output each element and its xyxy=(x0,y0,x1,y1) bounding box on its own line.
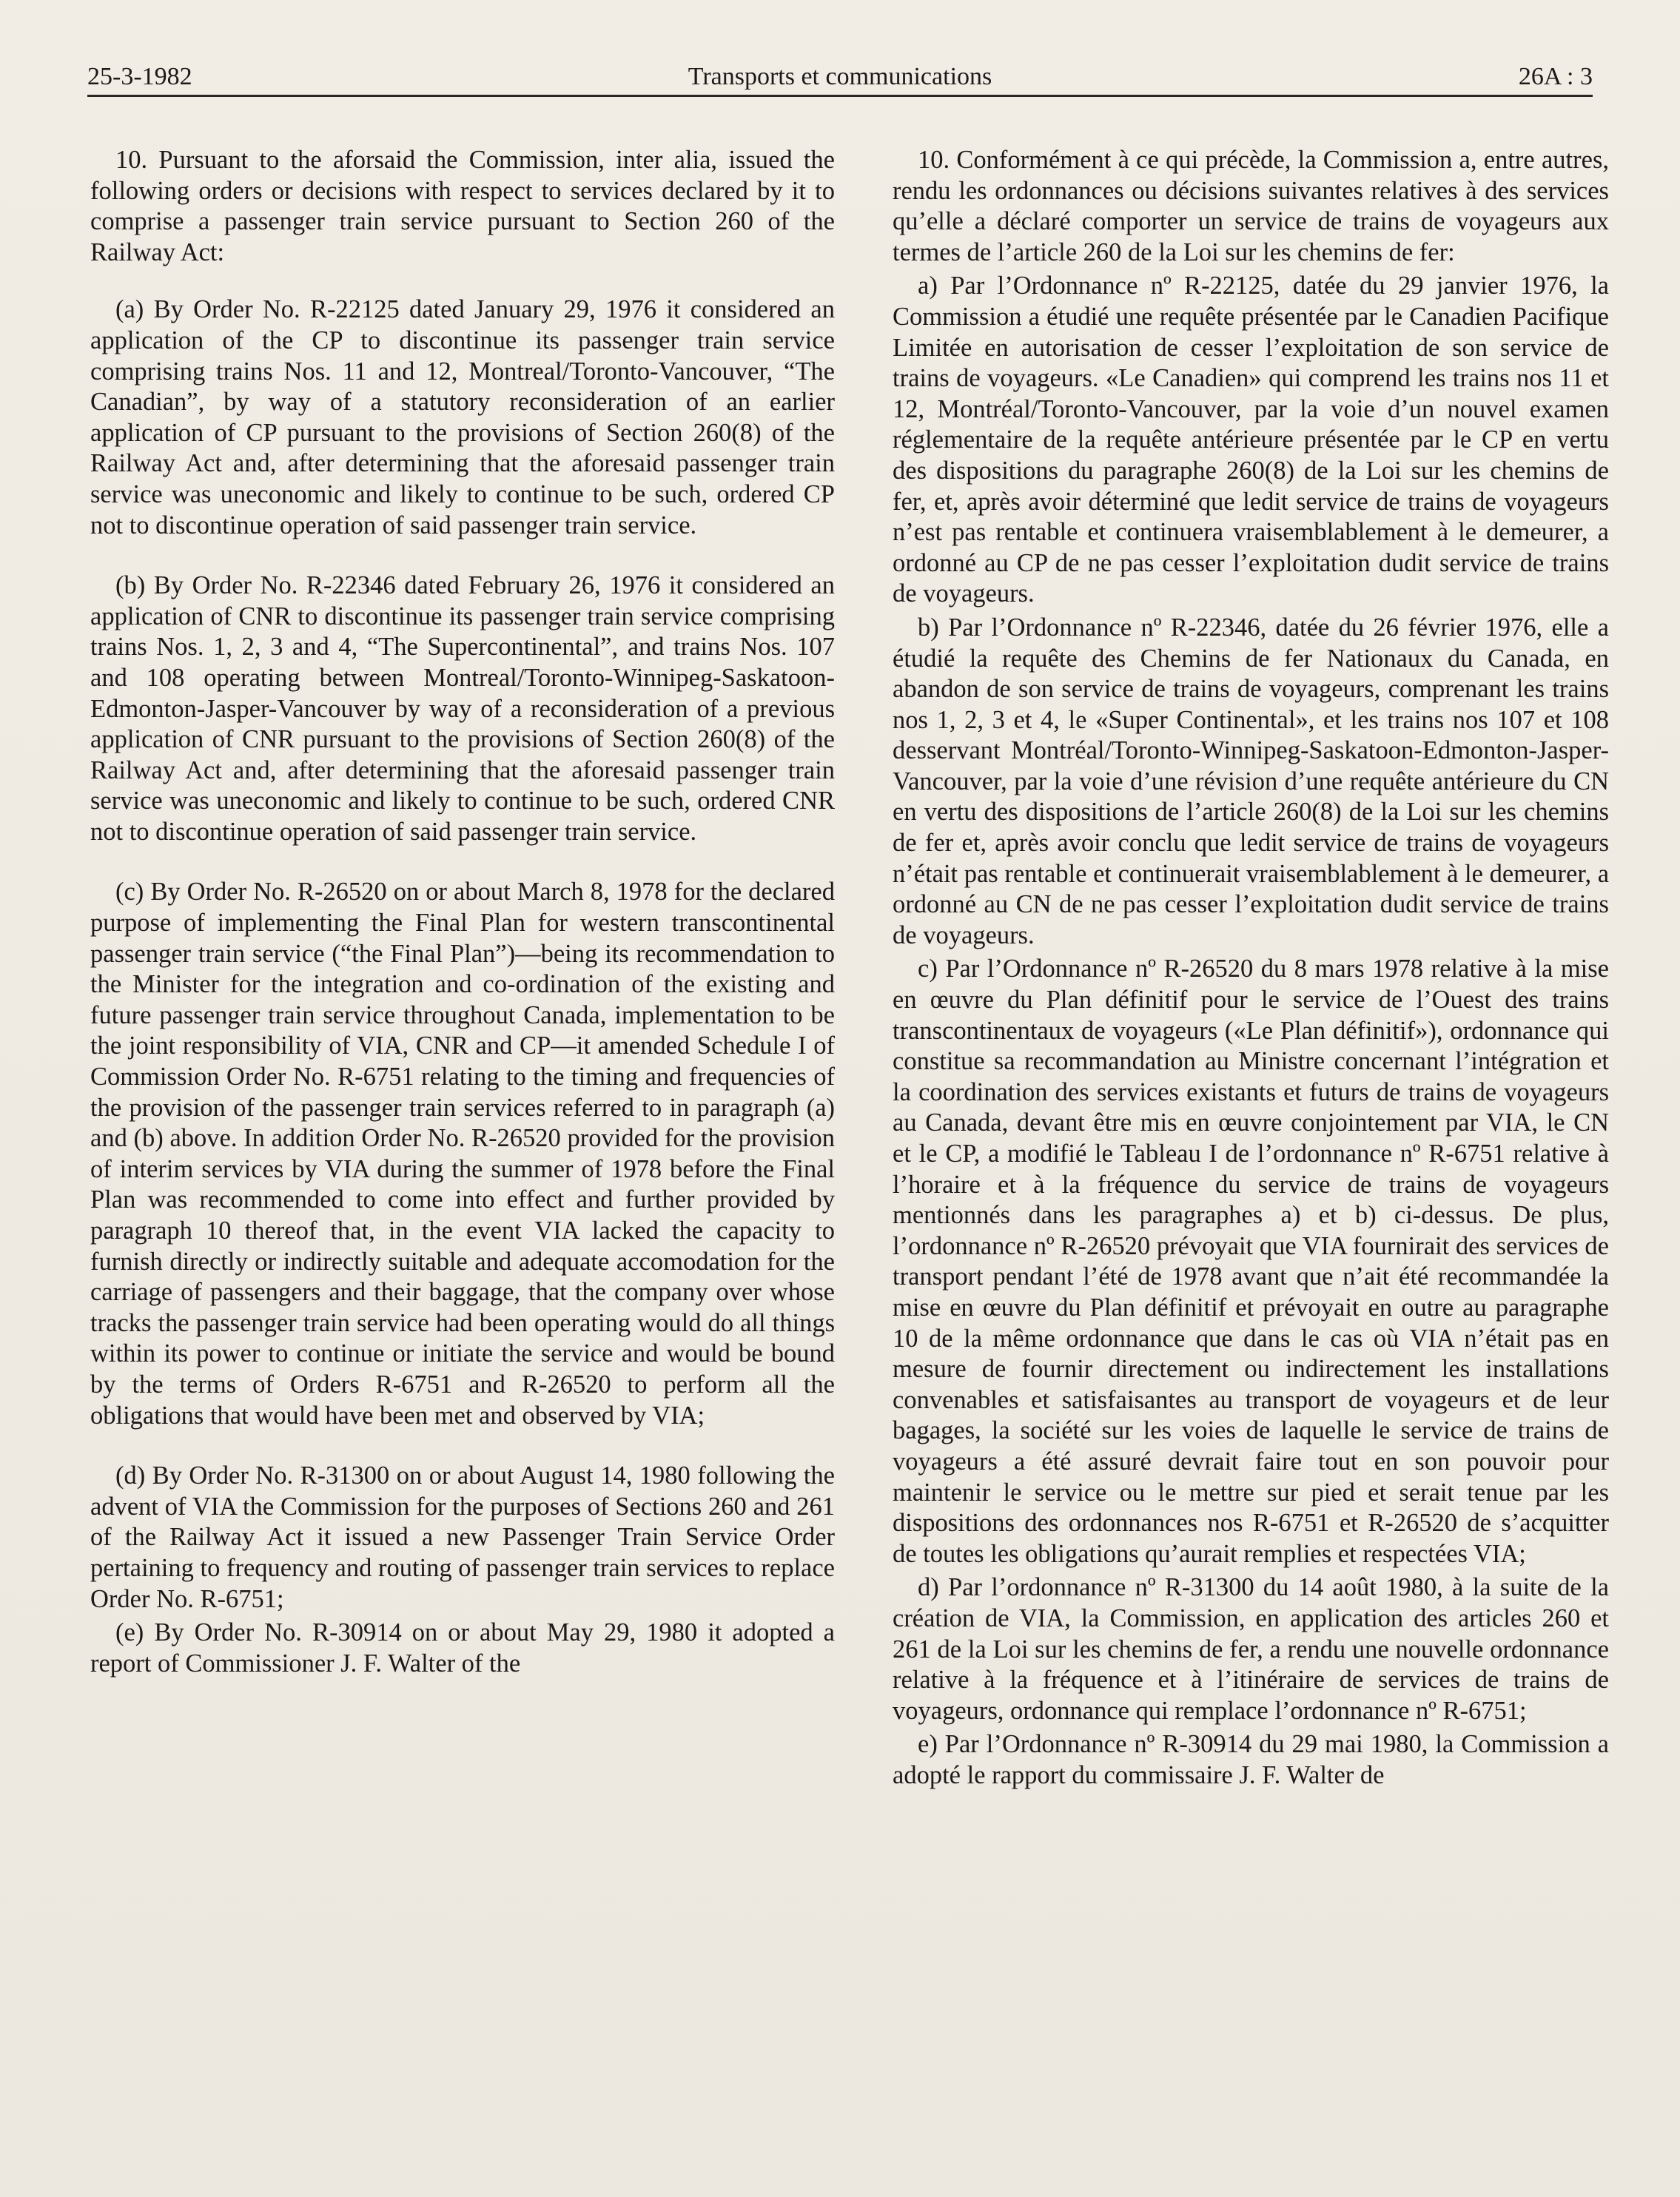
french-item-c: c) Par l’Ordonnance nº R-26520 du 8 mars 1978 relative à la mise en œuvre du Plan définitif pour le service de l’Ouest des trains transcontinentaux de voyageurs («Le Plan définitif»), ordonnance qui constitue sa recommandation au Ministre concernant l’intégration et la coordination des services existants et futurs de trains de voyageurs au Canada, devant être mis en œuvre conjointement par VIA, le CN et le CP, a modifié le Tableau I de l’ordonnance nº R-6751 relative à l’horaire et à la fréquence du service de trains de voyageurs mentionnés dans les paragraphes a) et b) ci-dessus. De plus, l’ordonnance nº R-26520 prévoyait que VIA fournirait des services de transport pendant l’été de 1978 avant que n’ait été recommandée la mise en œuvre du Plan définitif et prévoyait en outre au paragraphe 10 de la même ordonnance que dans le cas où VIA n’était pas en mesure de fournir directement ou indirectement les installations convenables et satisfaisantes au transport de voyageurs et de leur bagages, la société sur les voies de laquelle le service de trains de voyageurs a été assuré devrait faire tout en son pouvoir pour maintenir le service ou le mettre sur pied et serait tenue par les dispositions des ordonnances nos R-6751 et R-26520 de s’acquitter de toutes les obligations qu’aurait remplies et respectées VIA; xyxy=(893,955,1609,1568)
english-item-c: (c) By Order No. R-26520 on or about March 8, 1978 for the declared purpose of implementing the Final Plan for western transcontinental passenger train service (“the Final Plan”)—being its recommendation to the Minister for the integration and co-ordination of the existing and future passenger train service throughout Canada, implementation to be the joint responsibility of VIA, CNR and CP—it amended Schedule I of Commission Order No. R-6751 relating to the timing and frequencies of the provision of the passenger train services referred to in paragraph (a) and (b) above. In addition Order No. R-26520 provided for the provision of interim services by VIA during the summer of 1978 before the Final Plan was recommended to come into effect and further provided by paragraph 10 thereof that, in the event VIA lacked the capacity to furnish directly or indirectly suitable and adequate accomodation for the carriage of passengers and their baggage, that the company over whose tracks the passenger train service had been operating would do all things within its power to continue or initiate the service and would be bound by the terms of Orders R-6751 and R-26520 to perform all the obligations that would have been met and observed by VIA; xyxy=(90,878,835,1430)
english-item-b: (b) By Order No. R-22346 dated February 26, 1976 it considered an application of CNR to discontinue its passenger train service comprising trains Nos. 1, 2, 3 and 4, “The Supercontinental”, and trains Nos. 107 and 108 operating between Montreal/Toronto-Winnipeg-Saskatoon-Edmonton-Jasper-Vancouver by way of a reconsideration of a previous application of CNR pursuant to the provisions of Section 260(8) of the Railway Act and, after determining that the aforesaid passenger train service was uneconomic and likely to continue to be such, ordered CNR not to discontinue operation of said passenger train service. xyxy=(90,571,835,846)
english-column xyxy=(90,145,835,2138)
header-title: Transports et communications xyxy=(688,63,992,90)
english-item-a: (a) By Order No. R-22125 dated January 29, 1976 it considered an application of the CP to discontinue its passenger train service comprising trains Nos. 11 and 12, Montreal/Toronto-Vancouver, “The Canadian”, by way of a statutory reconsideration of an earlier application of CP pursuant to the provisions of Section 260(8) of the Railway Act and, after determining that the aforesaid passenger train service was uneconomic and likely to continue to be such, ordered CP not to discontinue operation of said passenger train service. xyxy=(90,295,835,539)
english-item-d: (d) By Order No. R-31300 on or about August 14, 1980 following the advent of VIA the Commission for the purposes of Sections 260 and 261 of the Railway Act it issued a new Passenger Train Service Order pertaining to frequency and routing of passenger train services to replace Order No. R-6751; xyxy=(90,1461,835,1613)
french-column xyxy=(893,145,1609,2138)
header-date: 25-3-1982 xyxy=(87,63,192,90)
english-paragraph-10: 10. Pursuant to the aforsaid the Commission, inter alia, issued the following orders or decisions with respect to services declared by it to comprise a passenger train service pursuant to Section 260 of the Railway Act: xyxy=(90,146,835,266)
header-page-ref: 26A : 3 xyxy=(1518,63,1593,90)
page-header xyxy=(87,61,1593,97)
french-paragraph-10: 10. Conformément à ce qui précède, la Commission a, entre autres, rendu les ordonnances ou décisions suivantes relatives à des services qu’elle a déclaré comporter un service de trains de voyageurs aux termes de l’article 260 de la Loi sur les chemins de fer: xyxy=(893,146,1609,266)
french-item-b: b) Par l’Ordonnance nº R-22346, datée du 26 février 1976, elle a étudié la requête des Chemins de fer Nationaux du Canada, en abandon de son service de trains de voyageurs, comprenant les trains nos 1, 2, 3 et 4, le «Super Continental», et les trains nos 107 et 108 desservant Montréal/Toronto-Winnipeg-Saskatoon-Edmonton-Jasper-Vancouver, par la voie d’une révision d’une requête antérieure du CN en vertu des dispositions de l’article 260(8) de la Loi sur les chemins de fer et, après avoir conclu que ledit service de trains de voyageurs n’était pas rentable et continuerait vraisemblablement à le demeurer, a ordonné au CN de ne pas cesser l’exploitation dudit service de trains de voyageurs. xyxy=(893,613,1609,949)
french-item-a: a) Par l’Ordonnance nº R-22125, datée du 29 janvier 1976, la Commission a étudié une requête présentée par le Canadien Pacifique Limitée en autorisation de cesser l’exploitation de son service de trains de voyageurs. «Le Canadien» qui comprend les trains nos 11 et 12, Montréal/Toronto-Vancouver, par la voie d’un nouvel examen réglementaire de la requête antérieure présentée par le CP en vertu des dispositions du paragraphe 260(8) de la Loi sur les chemins de fer, et, après avoir déterminé que ledit service de trains de voyageurs n’est pas rentable et continuera vraisemblablement à le demeurer, a ordonné au CP de ne pas cesser l’exploitation dudit service de trains de voyageurs. xyxy=(893,272,1609,608)
french-item-e: e) Par l’Ordonnance nº R-30914 du 29 mai 1980, la Commission a adopté le rapport du commissaire J. F. Walter de xyxy=(893,1730,1609,1789)
english-item-e: (e) By Order No. R-30914 on or about May 29, 1980 it adopted a report of Commissioner J. F. Walter of the xyxy=(90,1618,835,1678)
french-item-d: d) Par l’ordonnance nº R-31300 du 14 août 1980, à la suite de la création de VIA, la Commission, en application des articles 260 et 261 de la Loi sur les chemins de fer, a rendu une nouvelle ordonnance relative à la fréquence et à l’itinéraire de services de trains de voyageurs, ordonnance qui remplace l’ordonnance nº R-6751; xyxy=(893,1573,1609,1725)
